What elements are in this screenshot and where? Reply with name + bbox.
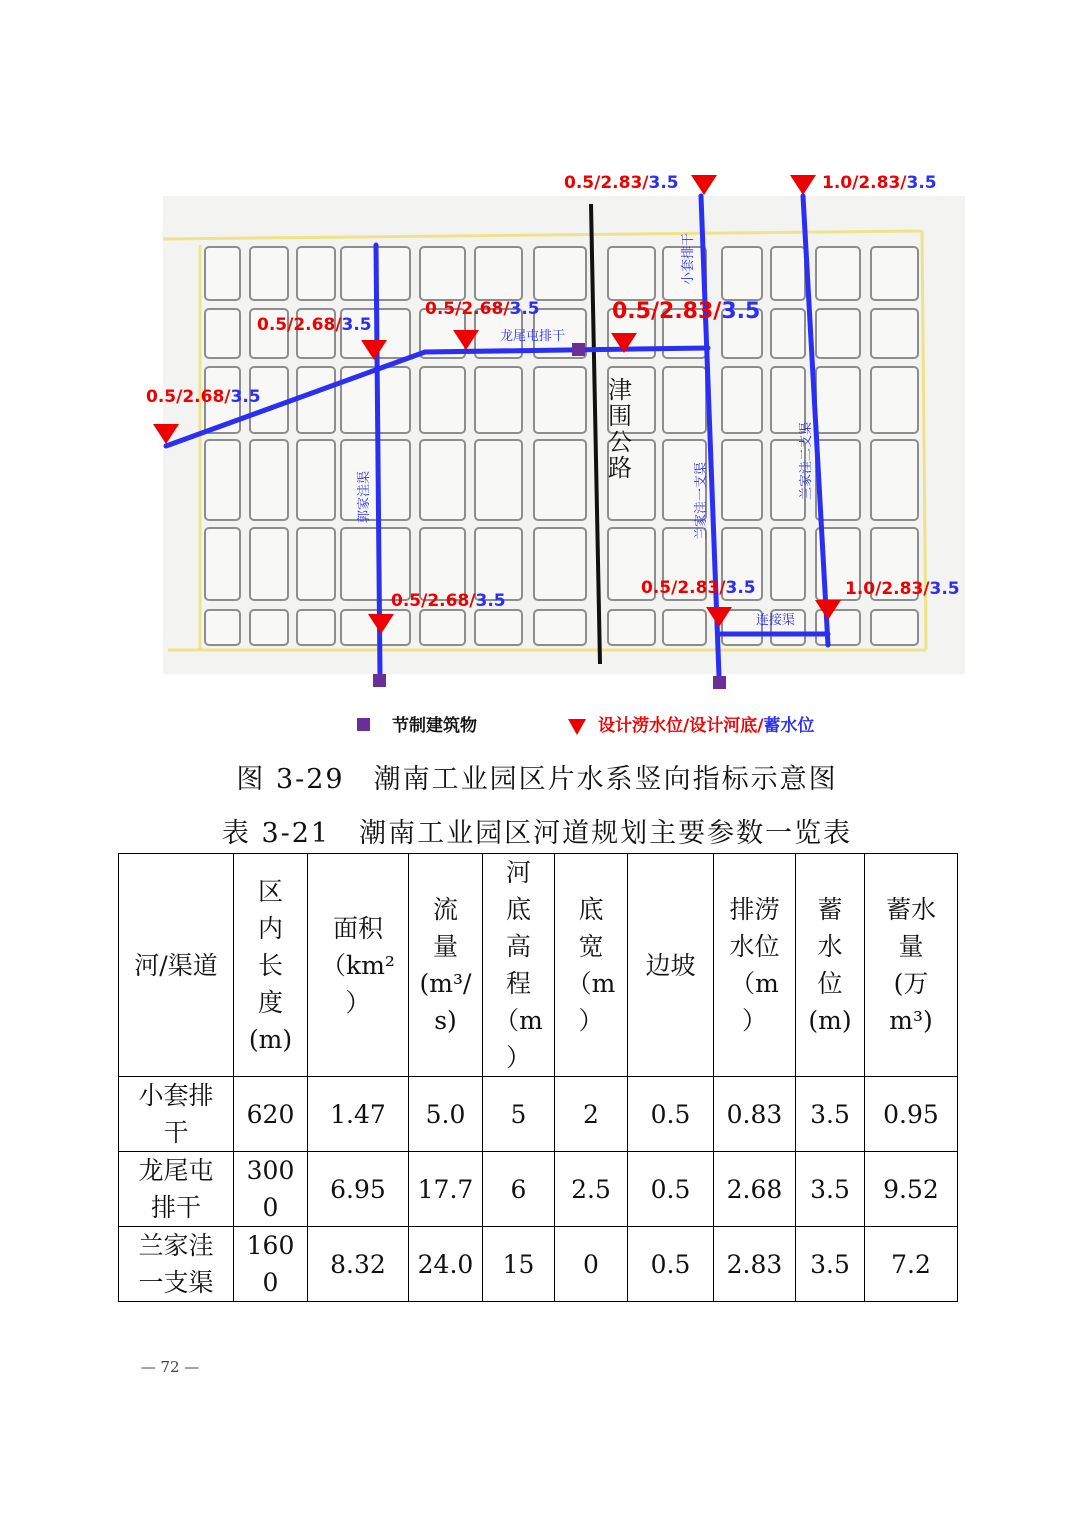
city-block [420, 367, 465, 433]
level-label-lanjia2-top: 1.0/2.83/3.5 [822, 173, 937, 193]
cell-area: 6.95 [308, 1152, 409, 1227]
city-block [816, 610, 860, 645]
header-bottom-width: 底 宽 （m ） [555, 854, 628, 1077]
cell-length: 300 0 [234, 1152, 308, 1227]
cell-bottom-width: 0 [555, 1227, 628, 1302]
level-label-lanjia2-south: 1.0/2.83/3.5 [845, 579, 960, 599]
city-block [722, 367, 762, 433]
city-block [205, 610, 240, 645]
city-block [420, 528, 465, 600]
city-block [250, 610, 288, 645]
level-label-guojia-north: 0.5/2.68/3.5 [257, 315, 372, 335]
cell-flow: 5.0 [409, 1077, 483, 1152]
city-block [871, 309, 918, 358]
city-block [250, 528, 288, 600]
city-block [608, 247, 655, 300]
city-block [771, 309, 805, 358]
jinwei-road-label: 津围公路 [608, 376, 632, 482]
header-drainage-level: 排涝 水位 （m ） [714, 854, 796, 1077]
level-label-lanjia1-south: 0.5/2.83/3.5 [641, 578, 756, 598]
water-system-map [0, 0, 1074, 745]
city-block [534, 528, 586, 600]
cell-bed-elevation: 5 [483, 1077, 555, 1152]
level-label-xiaotao-top: 0.5/2.83/3.5 [564, 173, 679, 193]
city-block [816, 309, 860, 358]
city-block [534, 367, 586, 433]
city-block [205, 528, 240, 600]
structure-marker [713, 676, 726, 689]
city-block [871, 247, 918, 300]
city-block [250, 247, 288, 300]
table-caption: 表 3-21 潮南工业园区河道规划主要参数一览表 [221, 818, 853, 849]
cell-storage-level: 3.5 [796, 1077, 865, 1152]
city-block [297, 440, 335, 520]
level-label-west-end: 0.5/2.68/3.5 [146, 387, 261, 407]
cell-length: 160 0 [234, 1227, 308, 1302]
header-channel: 河/渠道 [119, 854, 234, 1077]
level-label-guojia-south: 0.5/2.68/3.5 [391, 591, 506, 611]
cell-area: 8.32 [308, 1227, 409, 1302]
legend-structure-icon [357, 718, 370, 731]
label-lanjiawa-1: 兰家洼一支渠 [694, 461, 709, 540]
header-flow: 流 量 (m³/ s) [409, 854, 483, 1077]
cell-length: 620 [234, 1077, 308, 1152]
label-connector: 连接渠 [756, 613, 796, 628]
cell-drainage-level: 2.68 [714, 1152, 796, 1227]
city-block [205, 440, 240, 520]
table-row [119, 1077, 958, 1152]
city-block [608, 610, 655, 645]
cell-flow: 17.7 [409, 1152, 483, 1227]
city-block [871, 440, 918, 520]
label-xiaotao: 小套排干 [681, 232, 696, 285]
level-label-longwei-mid: 0.5/2.68/3.5 [425, 299, 540, 319]
city-block [475, 610, 522, 645]
cell-bed-elevation: 6 [483, 1152, 555, 1227]
city-block [534, 440, 586, 520]
table-header-row [119, 854, 958, 1077]
city-block [722, 247, 762, 300]
city-block [250, 440, 288, 520]
cell-bottom-width: 2.5 [555, 1152, 628, 1227]
cell-storage-level: 3.5 [796, 1227, 865, 1302]
city-block [816, 247, 860, 300]
header-slope: 边坡 [628, 854, 714, 1077]
city-block [420, 610, 465, 645]
city-block [420, 247, 465, 300]
label-lanjiawa-2: 兰家洼二支渠 [799, 421, 814, 500]
level-marker-lanjia2-top [790, 175, 816, 195]
cell-flow: 24.0 [409, 1227, 483, 1302]
header-bed-elevation: 河 底 高 程 （m ） [483, 854, 555, 1077]
cell-channel: 龙尾屯 排干 [119, 1152, 234, 1227]
city-block [534, 610, 586, 645]
legend-marker-icon [568, 719, 586, 735]
city-block [297, 247, 335, 300]
city-block [722, 440, 762, 520]
city-block [771, 528, 805, 600]
header-storage-volume: 蓄水 量 (万 m³) [865, 854, 958, 1077]
cell-storage-volume: 0.95 [865, 1077, 958, 1152]
city-block [663, 610, 706, 645]
level-label-longwei-east: 0.5/2.83/3.5 [612, 299, 761, 324]
city-block [475, 247, 522, 300]
city-block [663, 367, 706, 433]
cell-channel: 兰家洼 一支渠 [119, 1227, 234, 1302]
page-number: — 72 — [140, 1358, 200, 1376]
city-block [771, 247, 805, 300]
city-block [475, 440, 522, 520]
city-block [297, 528, 335, 600]
city-block [205, 309, 240, 358]
legend-level-label: 设计涝水位/设计河底/蓄水位 [598, 716, 815, 736]
cell-drainage-level: 0.83 [714, 1077, 796, 1152]
cell-area: 1.47 [308, 1077, 409, 1152]
city-block [205, 247, 240, 300]
cell-slope: 0.5 [628, 1227, 714, 1302]
header-length: 区 内 长 度 (m) [234, 854, 308, 1077]
city-block [297, 610, 335, 645]
city-block [871, 367, 918, 433]
cell-slope: 0.5 [628, 1077, 714, 1152]
river-parameter-table [118, 853, 958, 1302]
map-legend [357, 715, 814, 736]
cell-storage-volume: 9.52 [865, 1152, 958, 1227]
legend-structure-label: 节制建筑物 [392, 716, 477, 736]
structure-marker [373, 674, 386, 687]
city-block [341, 528, 410, 600]
cell-drainage-level: 2.83 [714, 1227, 796, 1302]
structure-marker [572, 343, 585, 356]
cell-storage-level: 3.5 [796, 1152, 865, 1227]
level-marker-xiaotao-top [691, 175, 717, 195]
header-storage-level: 蓄 水 位 (m) [796, 854, 865, 1077]
table-row [119, 1227, 958, 1302]
city-block [297, 367, 335, 433]
cell-slope: 0.5 [628, 1152, 714, 1227]
city-block [871, 610, 918, 645]
table-row [119, 1152, 958, 1227]
city-block [816, 367, 860, 433]
city-block [475, 367, 522, 433]
label-longweitun: 龙尾屯排干 [500, 329, 566, 344]
header-area: 面积 （km² ） [308, 854, 409, 1077]
figure-caption: 图 3-29 潮南工业园区片水系竖向指标示意图 [236, 764, 838, 795]
cell-channel: 小套排 干 [119, 1077, 234, 1152]
city-block [475, 528, 522, 600]
city-block [534, 247, 586, 300]
cell-storage-volume: 7.2 [865, 1227, 958, 1302]
cell-bottom-width: 2 [555, 1077, 628, 1152]
cell-bed-elevation: 15 [483, 1227, 555, 1302]
city-block [420, 440, 465, 520]
label-guojiawa: 郭家洼渠 [357, 470, 372, 523]
